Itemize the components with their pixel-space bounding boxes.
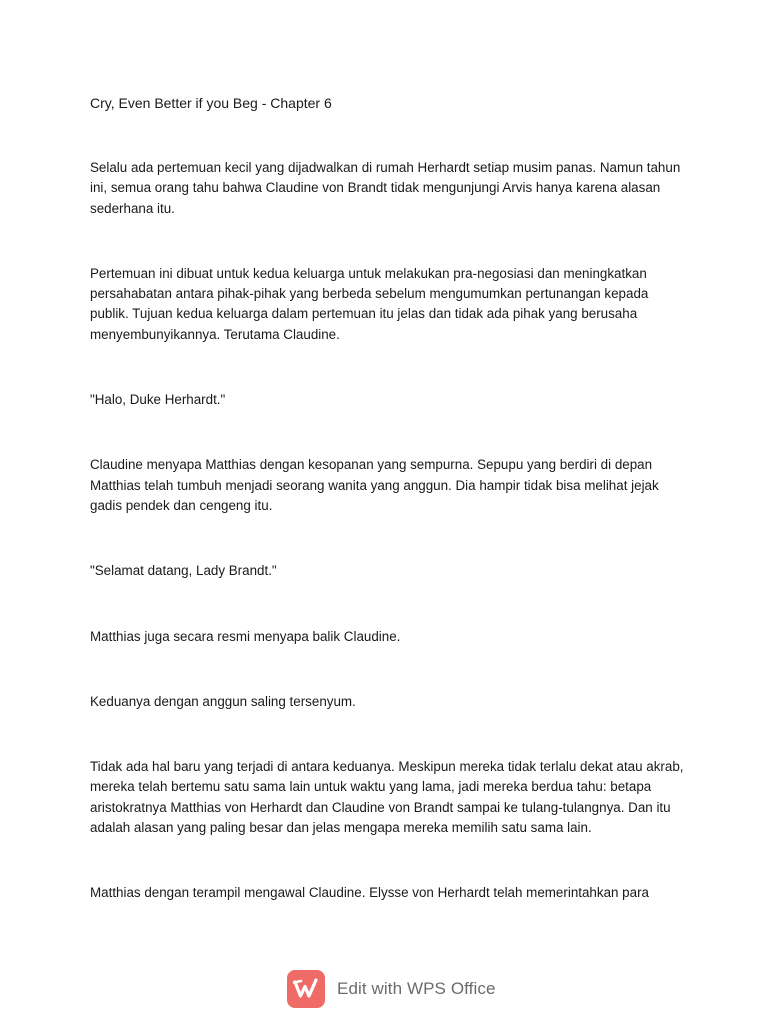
wps-edit-label[interactable]: Edit with WPS Office: [337, 979, 496, 998]
paragraph: Matthias juga secara resmi menyapa balik Claudine.: [90, 628, 401, 644]
wps-logo-icon: [287, 970, 325, 1008]
paragraph: "Halo, Duke Herhardt.": [90, 392, 226, 408]
paragraph: Tidak ada hal baru yang terjadi di antara keduanya. Meskipun mereka tidak terlalu dekat atau akrab, mereka telah bertemu satu sama lain untuk waktu yang lama, jadi mereka berdua tahu: betapa aristokratnya Matthias von Herhardt dan Claudine von Brandt sampai ke tulang-tulangnya. Dan itu adalah alasan yang paling besar dan jelas mengapa mereka memilih satu sama lain.: [90, 759, 684, 836]
paragraph: Selalu ada pertemuan kecil yang dijadwalkan di rumah Herhardt setiap musim panas. Namun tahun ini, semua orang tahu bahwa Claudine von Brandt tidak mengunjungi Arvis hanya karena alasan sederhana itu.: [90, 160, 681, 216]
document-body: [90, 94, 690, 949]
document-title: Cry, Even Better if you Beg - Chapter 6: [90, 95, 332, 111]
wps-edit-banner[interactable]: [287, 969, 496, 1009]
paragraph: Matthias dengan terampil mengawal Claudine. Elysse von Herhardt telah memerintahkan para: [90, 885, 649, 901]
paragraph: "Selamat datang, Lady Brandt.": [90, 563, 277, 579]
paragraph: Keduanya dengan anggun saling tersenyum.: [90, 693, 356, 709]
paragraph: Pertemuan ini dibuat untuk kedua keluarga untuk melakukan pra-negosiasi dan meningkatkan persahabatan antara pihak-pihak yang berbeda sebelum mengumumkan pertunangan kepada publik. Tujuan kedua keluarga dalam pertemuan itu jelas dan tidak ada pihak yang berusaha menyembunyikannya. Terutama Claudine.: [90, 265, 649, 342]
paragraph: Claudine menyapa Matthias dengan kesopanan yang sempurna. Sepupu yang berdiri di depan Matthias telah tumbuh menjadi seorang wanita yang anggun. Dia hampir tidak bisa melihat jejak gadis pendek dan cengeng itu.: [90, 457, 659, 513]
